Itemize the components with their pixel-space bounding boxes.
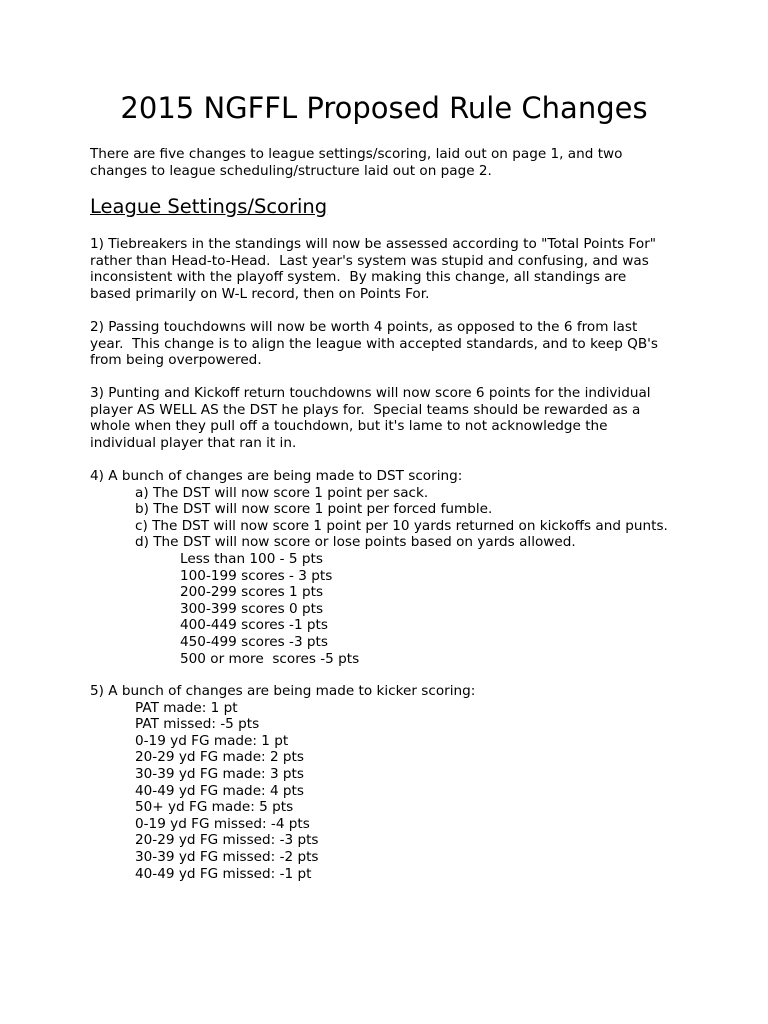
yards-allowed-item: 400-449 scores -1 pts — [180, 617, 328, 634]
yards-allowed-item: 450-499 scores -3 pts — [180, 633, 328, 650]
intro-line: changes to league scheduling/structure laid out on page 2. — [90, 162, 492, 179]
kicker-item: 0-19 yd FG missed: -4 pts — [135, 815, 310, 832]
rule-2-line: 2) Passing touchdowns will now be worth 4 points, as opposed to the 6 from last — [90, 319, 638, 335]
rule-1-paragraph — [90, 236, 690, 302]
rule-4-paragraph — [90, 468, 690, 667]
yards-allowed-item: Less than 100 - 5 pts — [180, 550, 323, 567]
rule-1-line: inconsistent with the playoff system. By making this change, all standings are — [90, 269, 627, 286]
rule-3-line: whole when they pull off a touchdown, but it's lame to not acknowledge the — [90, 418, 608, 435]
rule-2-line: from being overpowered. — [90, 352, 262, 369]
kicker-item: 20-29 yd FG made: 2 pts — [135, 749, 304, 766]
rule-5-intro: 5) A bunch of changes are being made to kicker scoring: — [90, 683, 476, 699]
kicker-item: 0-19 yd FG made: 1 pt — [135, 732, 289, 749]
section-heading: League Settings/Scoring — [90, 195, 328, 218]
intro-line: There are five changes to league settings/scoring, laid out on page 1, and two — [90, 146, 623, 162]
rule-2-line: year. This change is to align the league with accepted standards, and to keep QB's — [90, 335, 658, 352]
rule-1-line: 1) Tiebreakers in the standings will now be assessed according to "Total Points For" — [90, 236, 657, 252]
kicker-item: 30-39 yd FG made: 3 pts — [135, 765, 304, 782]
rule-1-line: based primarily on W-L record, then on Points For. — [90, 285, 430, 302]
rule-2-paragraph — [90, 319, 690, 369]
dst-item: d) The DST will now score or lose points based on yards allowed. — [135, 534, 576, 551]
rule-4-intro: 4) A bunch of changes are being made to DST scoring: — [90, 468, 463, 484]
rule-3-line: player AS WELL AS the DST he plays for. Special teams should be rewarded as a — [90, 401, 641, 418]
dst-item: c) The DST will now score 1 point per 10 yards returned on kickoffs and punts. — [135, 517, 668, 534]
rule-1-line: rather than Head-to-Head. Last year's system was stupid and confusing, and was — [90, 252, 649, 269]
yards-allowed-item: 500 or more scores -5 pts — [180, 650, 360, 667]
yards-allowed-item: 200-299 scores 1 pts — [180, 584, 324, 601]
yards-allowed-item: 300-399 scores 0 pts — [180, 600, 324, 617]
document-title: 2015 NGFFL Proposed Rule Changes — [120, 91, 648, 125]
rule-3-line: 3) Punting and Kickoff return touchdowns will now score 6 points for the individual — [90, 385, 651, 401]
kicker-item: 40-49 yd FG made: 4 pts — [135, 782, 304, 799]
dst-item: b) The DST will now score 1 point per forced fumble. — [135, 501, 493, 518]
dst-item: a) The DST will now score 1 point per sack. — [135, 484, 429, 501]
rule-3-paragraph — [90, 385, 690, 451]
kicker-item: 30-39 yd FG missed: -2 pts — [135, 848, 319, 865]
kicker-item: PAT made: 1 pt — [135, 699, 238, 716]
rule-3-line: individual player that ran it in. — [90, 434, 297, 451]
rule-5-paragraph — [90, 683, 690, 882]
kicker-item: PAT missed: -5 pts — [135, 716, 260, 733]
kicker-item: 40-49 yd FG missed: -1 pt — [135, 865, 312, 882]
kicker-item: 20-29 yd FG missed: -3 pts — [135, 832, 319, 849]
intro-paragraph — [90, 146, 690, 179]
yards-allowed-item: 100-199 scores - 3 pts — [180, 567, 333, 584]
kicker-item: 50+ yd FG made: 5 pts — [135, 799, 294, 816]
